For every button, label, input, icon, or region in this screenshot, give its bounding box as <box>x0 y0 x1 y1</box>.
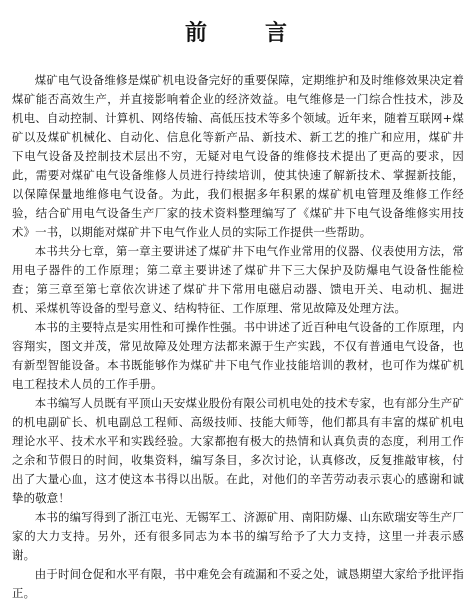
preface-paragraph-2: 本书共分七章，第一章主要讲述了煤矿井下电气作业常用的仪器、仪表使用方法，常用电子器件的工作原理；第二章主要讲述了煤矿井下三大保护及防爆电气设备性能检查；第三章至第七章依次讲述了煤矿井下常用电磁启动器、馈电开关、电动机、掘进机、采煤机等设备的型号意义、结构特征、工作原理、常见故障及处理方法。 <box>12 244 464 315</box>
preface-paragraph-3: 本书的主要特点是实用性和可操作性强。书中讲述了近百种电气设备的工作原理，内容翔实，图文并茂，常见故障及处理方法都来源于生产实践，不仅有普通电气设备，也有新型智能设备。本书既能够作为煤矿井下电气作业技能培训的教材，也可作为煤矿机电工程技术人员的工作手册。 <box>12 320 464 391</box>
page-title: 前 言 <box>184 20 305 46</box>
preface-paragraph-1: 煤矿电气设备维修是煤矿机电设备完好的重要保障，定期维护和及时维修效果决定着煤矿能否高效生产，并直接影响着企业的经济效益。电气维修是一门综合性技术，涉及机电、自动控制、计算机、网络传输、高低压技术等多个领域。近年来，随着互联网+煤矿以及煤矿机械化、自动化、信息化等新产品、新技术、新工艺的推广和应用，煤矿井下电气设备及控制技术层出不穷，无疑对电气设备的维修技术提出了更高的要求，因此，需要对煤矿电气设备维修人员进行持续培训，使其快速了解新技术、掌握新技能，以保障保量地维修电气设备。为此，我们根据多年积累的煤矿机电管理及维修工作经验，结合矿用电气设备生产厂家的技术资料整理编写了《煤矿井下电气设备维修实用技术》一书，以期能对煤矿井下电气作业人员的实际工作提供一些帮助。 <box>12 73 464 239</box>
preface-paragraph-6: 由于时间仓促和水平有限，书中难免会有疏漏和不妥之处，诚恳期望大家给予批评指正。 <box>12 567 464 600</box>
preface-paragraph-5: 本书的编写得到了浙江屯光、无锡军工、济源矿用、南阳防爆、山东欧瑞安等生产厂家的大力支持。另外，还有很多同志为本书的编写给予了大力支持，这里一并表示感谢。 <box>12 510 464 562</box>
preface-paragraph-4: 本书编写人员既有平顶山天安煤业股份有限公司机电处的技术专家，也有部分生产矿的机电副矿长、机电副总工程师、高级技师、技能大师等，他们都具有丰富的煤矿机电理论水平、技术水平和实践经验。大家都抱有极大的热情和认真负责的态度，利用工作之余和节假日的时间，收集资料，编写条目，多次讨论，认真修改，反复推敲审核，付出了大量心血，这才使这本书得以出版。在此，对他们的辛苦劳动表示衷心的感谢和诚挚的敬意！ <box>12 396 464 505</box>
